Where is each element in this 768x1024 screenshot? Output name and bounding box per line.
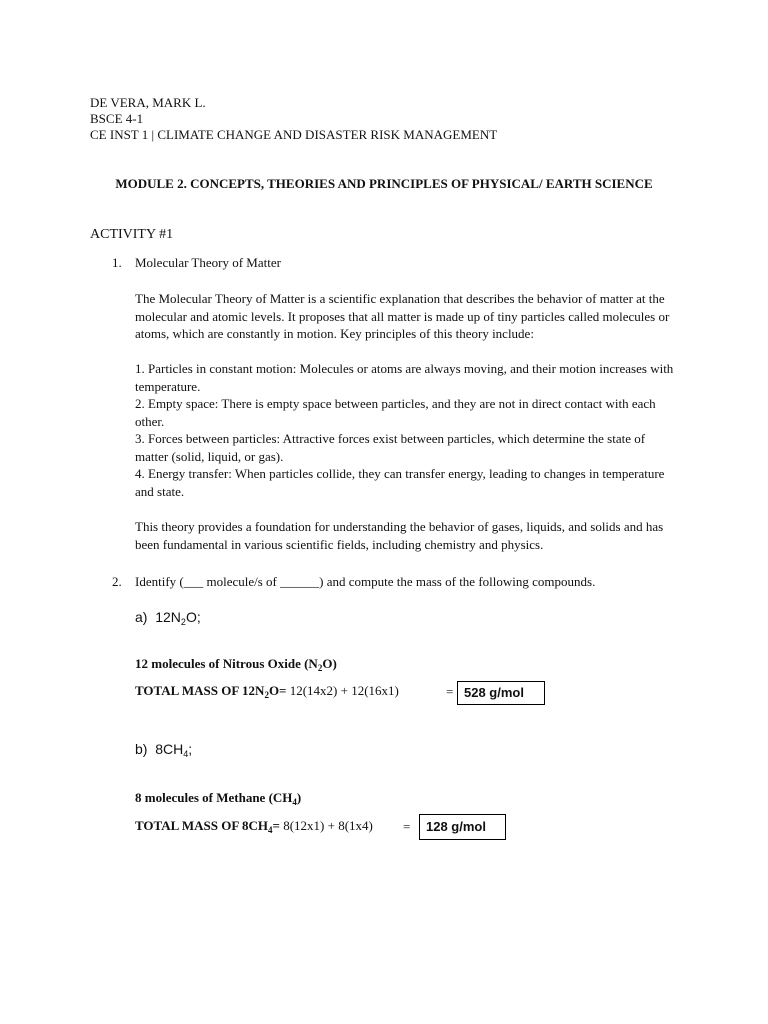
part-b-equals: = xyxy=(403,819,411,834)
part-a-identification: 12 molecules of Nitrous Oxide $(N_2O)$ xyxy=(135,656,337,673)
item-1-conclusion: This theory provides a foundation for understanding the behavior of gases, liquids, and solids and has been fundamental in various scientific fields, including chemistry and physics. xyxy=(135,519,664,552)
principle-2: 2. Empty space: There is empty space between particles, and they are not in direct contact with each other. xyxy=(135,396,656,429)
module-title: MODULE 2. CONCEPTS, THEORIES AND PRINCIPLES OF PHYSICAL/ EARTH SCIENCE xyxy=(115,176,653,191)
part-b-identification: 8 molecules of Methane $(CH_4)$ xyxy=(135,790,302,807)
item-2-number: 2. xyxy=(112,574,122,589)
principle-1: 1. Particles in constant motion: Molecules or atoms are always moving, and their motion increases with temperature. xyxy=(135,361,674,394)
item-2-instruction: Identify (___ molecule/s of ______) and compute the mass of the following compounds. xyxy=(135,574,596,589)
item-1-intro: The Molecular Theory of Matter is a scientific explanation that describes the behavior of matter at the molecular and atomic levels. It proposes that all matter is made up of tiny particles called molecules or atoms, which are constantly in motion. Key principles of this theory include: xyxy=(135,291,670,342)
principle-3: 3. Forces between particles: Attractive forces exist between particles, which determine the state of matter (solid, liquid, or gas). xyxy=(135,431,646,464)
part-b-result: 128 g/mol xyxy=(419,814,506,840)
part-a-calculation: TOTAL MASS OF $12N_2O= 12(14x2) + 12(16x1)$ xyxy=(135,683,399,700)
part-b-calculation: TOTAL MASS OF $8CH_4= 8(12x1) + 8(1x4)$ xyxy=(135,818,373,835)
part-a-result: 528 g/mol xyxy=(457,681,545,705)
student-section: BSCE 4-1 xyxy=(90,111,144,126)
part-b-result-box xyxy=(419,814,506,840)
item-1-number: 1. xyxy=(112,255,122,270)
part-a-result-box xyxy=(457,681,545,705)
part-a-formula: a) $12N_2O$; xyxy=(135,609,201,627)
part-a-label: a) xyxy=(135,609,148,625)
item-1-title: Molecular Theory of Matter xyxy=(135,255,281,270)
part-a-equals: = xyxy=(446,684,454,699)
activity-heading: ACTIVITY #1 xyxy=(90,227,174,242)
student-name: DE VERA, MARK L. xyxy=(90,95,206,110)
part-b-label: b) xyxy=(135,741,148,757)
principle-4: 4. Energy transfer: When particles collide, they can transfer energy, leading to changes in temperature and state. xyxy=(135,466,665,499)
principles-list xyxy=(135,360,680,500)
course-title: CE INST 1 | CLIMATE CHANGE AND DISASTER RISK MANAGEMENT xyxy=(90,127,498,142)
part-b-formula: b) $8CH_4$; xyxy=(135,741,193,759)
